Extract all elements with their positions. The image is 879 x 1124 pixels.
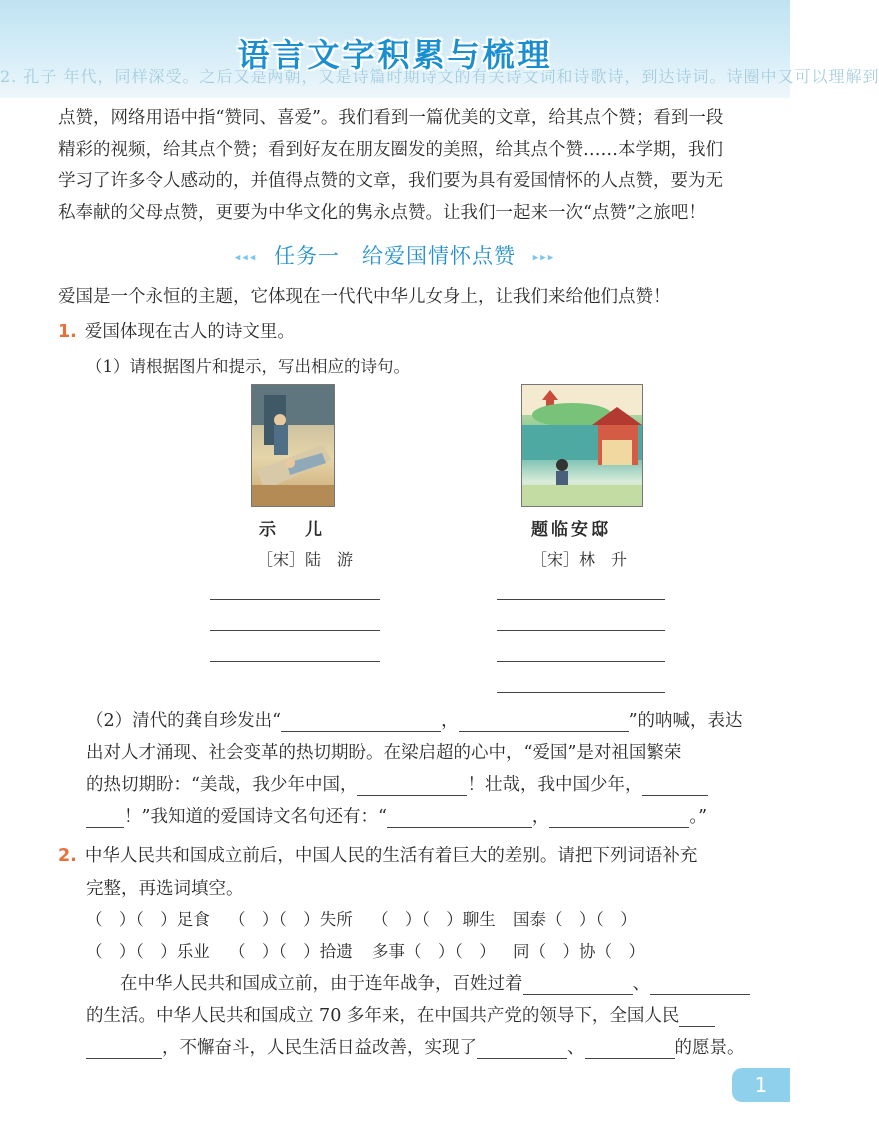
sub-question-2-line-1: （2）清代的龚自珍发出“ ， ”的呐喊，表达 [86,711,743,731]
answer-line[interactable] [210,630,380,631]
idiom-item: （ ）（ ）聊生 [372,910,496,929]
idiom-item: （ ）（ ）失所 [229,910,353,929]
fill-blank[interactable] [523,974,633,995]
fill-blank[interactable] [642,775,708,796]
right-arrows-icon: ▸▸▸ [532,250,556,264]
idiom-item: 多事（ ）（ ） [372,942,496,961]
idiom-row-2 [86,938,645,962]
fill-blank[interactable] [679,1006,715,1027]
answer-line[interactable] [497,661,665,662]
sub-question-2-line-2: 出对人才涌现、社会变革的热切期盼。在梁启超的心中，“爱国”是对祖国繁荣 [86,743,682,763]
left-arrows-icon: ◂◂◂ [234,250,258,264]
intro-paragraph: 点赞，网络用语中指“赞同、喜爱”。我们看到一篇优美的文章，给其点个赞；看到一段精彩的视频，给其点个赞；看到好友在朋友圈发的美照，给其点个赞……本学期，我们学习了许多令人感动的，并值得点赞的文章，我们要为具有爱国情怀的人点赞，要为无私奉献的父母点赞，更要为中华文化的隽永点赞。让我们一起来一次“点赞”之旅吧！ [58,108,724,223]
header-banner [0,0,879,98]
fill-paragraph-line-1: 在中华人民共和国成立前，由于连年战争，百姓过着 、 [120,970,750,995]
task-heading [0,240,790,270]
idiom-item: 国泰（ ）（ ） [513,910,637,929]
fill-blank[interactable] [357,775,467,796]
answer-line[interactable] [210,599,380,600]
question-1 [58,318,295,343]
banner-background-text: 2. 孔子 年代，同样深受。之后又是两朝，又是诗篇时期诗文的有关诗文词和诗歌诗，到达诗词。诗圈中又可以理解到 [0,67,879,86]
answer-line[interactable] [497,630,665,631]
sub-question-2-line-3: 的热切期盼：“美哉，我少年中国， ！壮哉，我中国少年， [86,771,708,796]
idiom-row-1 [86,906,637,930]
page-number: 1 [732,1068,790,1102]
task-label: 任务一 给爱国情怀点赞 [274,244,516,268]
poem-author-2: ［宋］林 升 [531,550,628,569]
fill-blank[interactable] [459,711,629,732]
answer-line[interactable] [210,661,380,662]
fill-blank[interactable] [585,1038,675,1059]
page-title: 语言文字积累与梳理 [237,36,553,74]
question-text: 中华人民共和国成立前后，中国人民的生活有着巨大的差别。请把下列词语补充 [84,846,698,866]
answer-line[interactable] [497,692,665,693]
idiom-item: （ ）（ ）乐业 [86,942,210,961]
fill-paragraph-line-2: 的生活。中华人民共和国成立 70 多年来，在中国共产党的领导下，全国人民 [86,1002,715,1027]
poem-illustration-2 [521,384,643,507]
answer-line[interactable] [497,599,665,600]
question-2-line-2: 完整，再选词填空。 [86,879,244,899]
fill-blank[interactable] [387,807,532,828]
fill-blank[interactable] [281,711,441,732]
idiom-item: （ ）（ ）拾遗 [229,942,353,961]
fill-paragraph-line-3: ，不懈奋斗，人民生活日益改善，实现了 、 的愿景。 [86,1034,745,1059]
poem-author-1: ［宋］陆 游 [257,550,354,569]
fill-blank[interactable] [86,1038,162,1059]
fill-blank[interactable] [650,974,750,995]
fill-blank[interactable] [477,1038,567,1059]
fill-blank[interactable] [549,807,689,828]
poem-title-2: 题临安邸 [531,520,611,540]
sub-question-1: （1）请根据图片和提示，写出相应的诗句。 [86,357,410,376]
task-intro: 爱国是一个永恒的主题，它体现在一代代中华儿女身上，让我们来给他们点赞！ [58,287,671,307]
question-number: 1. [58,322,77,342]
sub-question-2-line-4: ！”我知道的爱国诗文名句还有：“ ， 。” [86,803,707,828]
idiom-item: （ ）（ ）足食 [86,910,210,929]
fill-blank[interactable] [86,807,124,828]
question-text: 爱国体现在古人的诗文里。 [84,322,295,342]
poem-illustration-1 [251,384,335,507]
idiom-item: 同（ ）协（ ） [513,942,645,961]
question-number: 2. [58,846,77,866]
poem-title-1: 示 儿 [259,520,328,540]
question-2 [58,842,697,867]
